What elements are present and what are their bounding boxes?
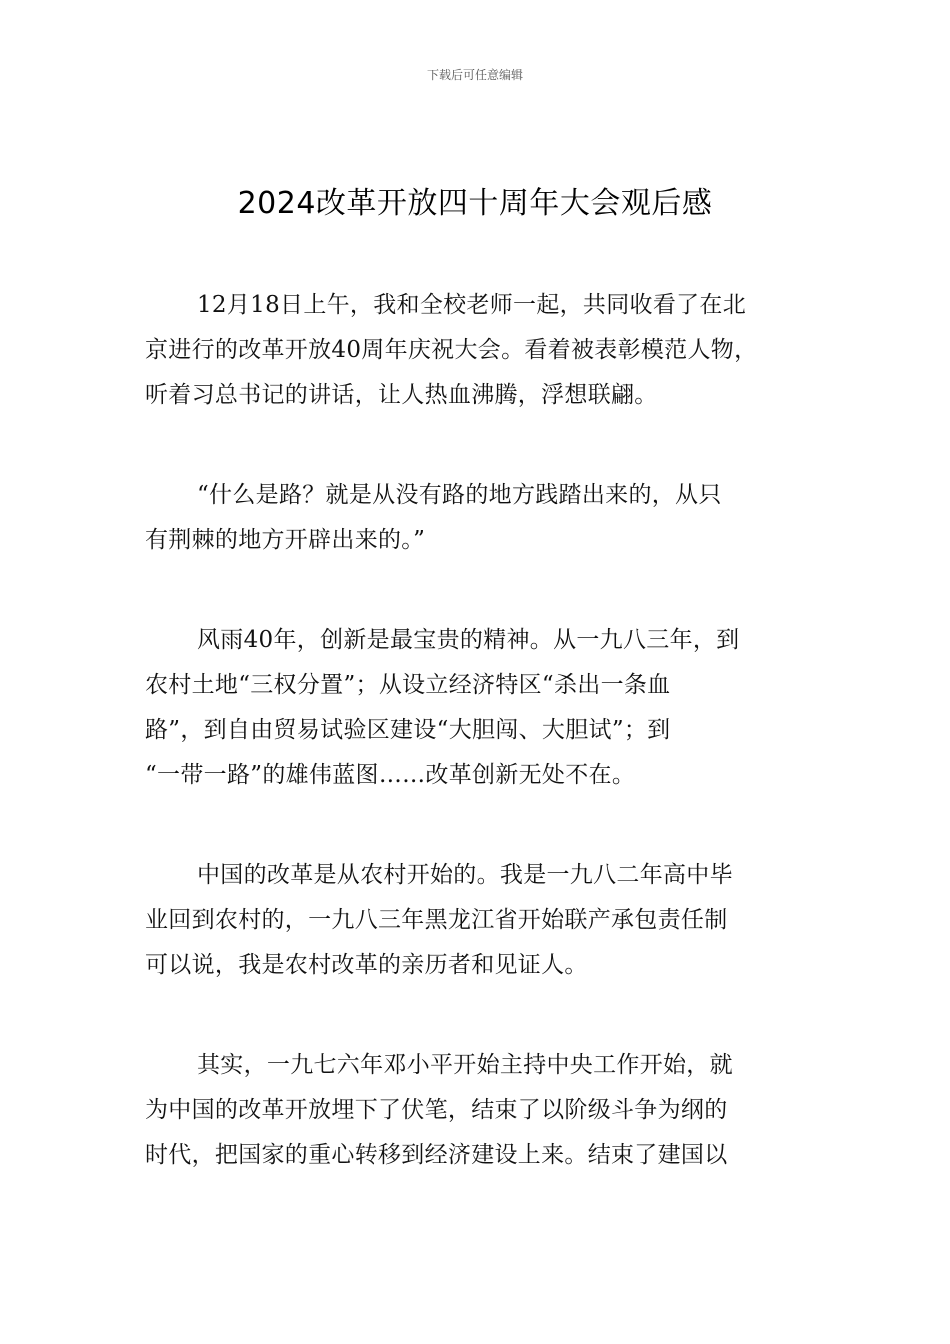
- paragraph-line: 有荆棘的地方开辟出来的。”: [145, 527, 426, 553]
- paragraph-line: “一带一路”的雄伟蓝图……改革创新无处不在。: [145, 762, 636, 788]
- paragraph-3: [145, 618, 825, 798]
- paragraph-line: 时代，把国家的重心转移到经济建设上来。结束了建国以: [145, 1142, 728, 1168]
- paragraph-line: 路”，到自由贸易试验区建设“大胆闯、大胆试”；到: [145, 717, 671, 743]
- paragraph-line: 风雨40年，创新是最宝贵的精神。从一九八三年，到: [197, 627, 740, 653]
- paragraph-4: [145, 853, 825, 988]
- paragraph-line: 12月18日上午，我和全校老师一起，共同收看了在北: [197, 292, 747, 318]
- document-body: [145, 283, 825, 1233]
- paragraph-line: 京进行的改革开放40周年庆祝大会。看着被表彰模范人物，: [145, 337, 758, 363]
- header-note: 下载后可任意编辑: [426, 68, 523, 82]
- paragraph-line: 业回到农村的，一九八三年黑龙江省开始联产承包责任制: [145, 907, 728, 933]
- paragraph-line: 为中国的改革开放埋下了伏笔，结束了以阶级斗争为纲的: [145, 1097, 728, 1123]
- paragraph-line: “什么是路？就是从没有路的地方践踏出来的，从只: [197, 482, 722, 508]
- paragraph-line: 听着习总书记的讲话，让人热血沸腾，浮想联翩。: [145, 382, 658, 408]
- paragraph-1: [145, 283, 825, 418]
- paragraph-line: 可以说，我是农村改革的亲历者和见证人。: [145, 952, 588, 978]
- paragraph-2: [145, 473, 825, 563]
- paragraph-line: 农村土地“三权分置”；从设立经济特区“杀出一条血: [145, 672, 671, 698]
- paragraph-line: 其实，一九七六年邓小平开始主持中央工作开始，就: [197, 1052, 733, 1078]
- document-title: 2024改革开放四十周年大会观后感: [237, 186, 713, 221]
- paragraph-5: [145, 1043, 825, 1178]
- paragraph-line: 中国的改革是从农村开始的。我是一九八二年高中毕: [197, 862, 733, 888]
